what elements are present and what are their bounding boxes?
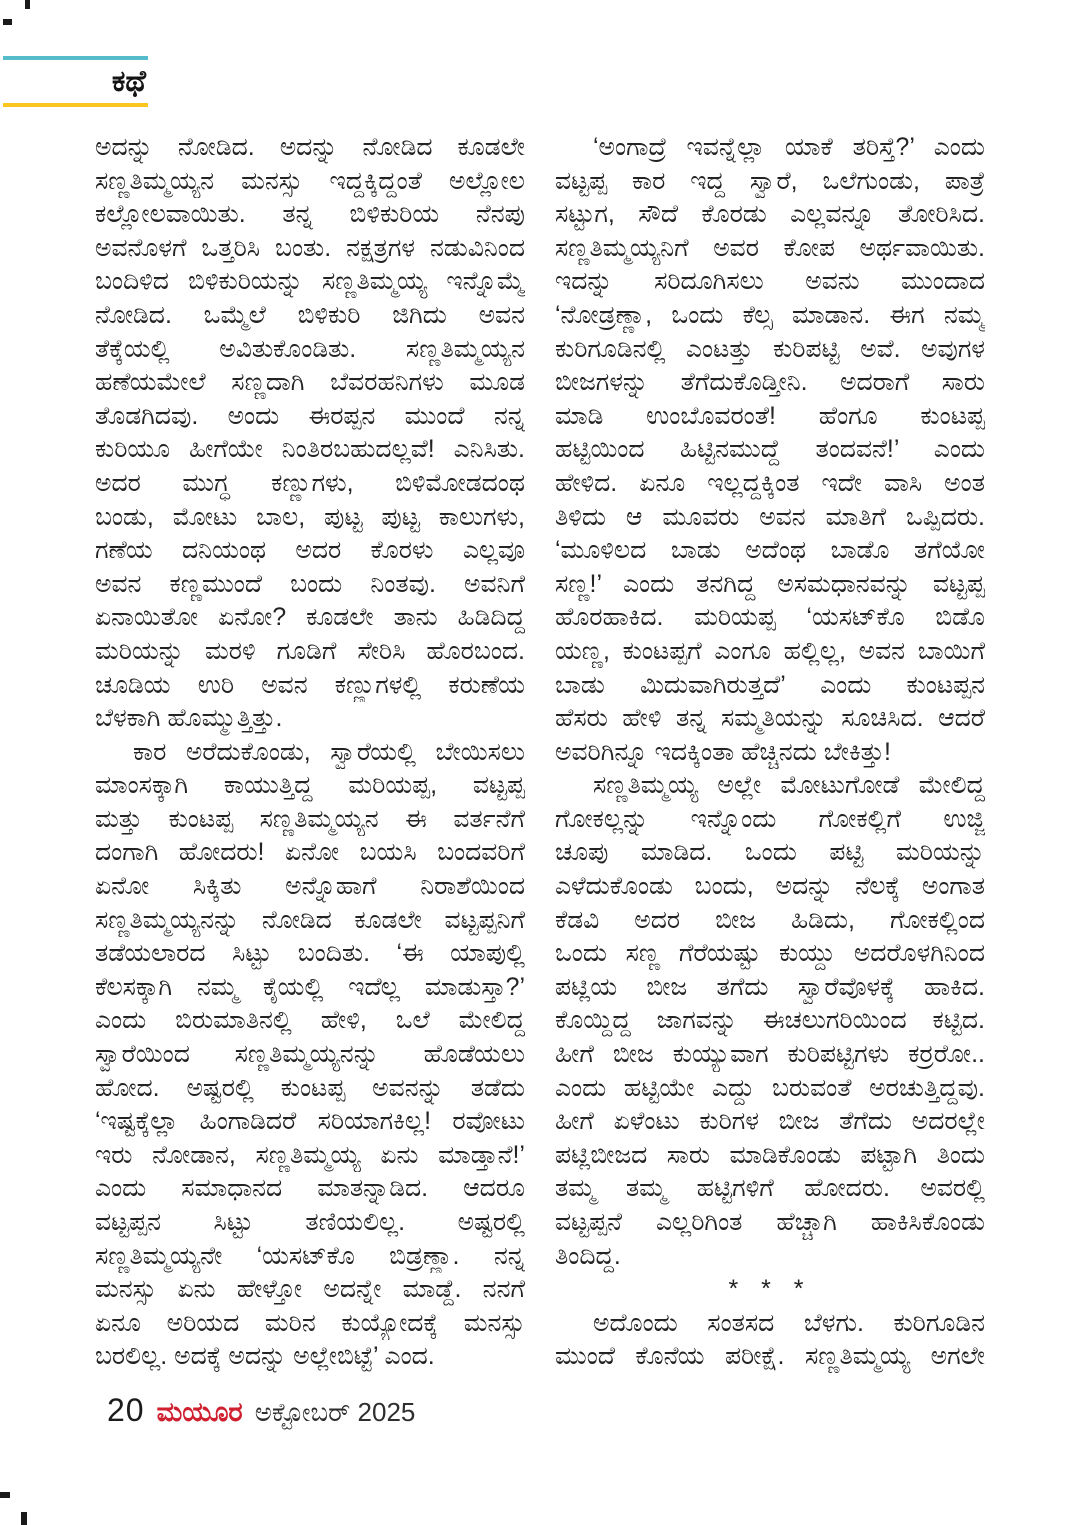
crop-mark-bottom-dash: [0, 1492, 10, 1498]
text-line: ಸಣ್ಣತಿಮ್ಮಯ್ಯನ ಮನಸ್ಸು ಇದ್ದಕ್ಕಿದ್ದಂತೆ ಅಲ್ಲೋಲ: [95, 166, 525, 195]
text-line: ಸಣ್ಣ!’ ಎಂದು ತನಗಿದ್ದ ಅಸಮಧಾನವನ್ನು ವಟ್ಟಪ್ಪ: [555, 569, 985, 598]
text-line: ಪಟ್ಲಿಯ ಬೀಜ ತಗೆದು ಸ್ವಾರೆವೊಳಕ್ಕೆ ಹಾಕಿದ.: [555, 972, 985, 1001]
crop-mark-bottom-bar: [21, 1512, 27, 1525]
text-line: ಮಾಡಿ ಉಂಬೊವರಂತೆ! ಹೆಂಗೂ ಕುಂಟಪ್ಪ: [555, 401, 985, 430]
text-line: ಚೂಪು ಮಾಡಿದ. ಒಂದು ಪಟ್ಟಿ ಮರಿಯನ್ನು: [555, 838, 985, 867]
header-rule-bottom: [3, 103, 148, 107]
text-line: ಮುಂದೆ ಕೊನೆಯ ಪರೀಕ್ಷೆ. ಸಣ್ಣತಿಮ್ಮಯ್ಯ ಅಗಲೇ: [555, 1342, 985, 1371]
column-right: [555, 131, 985, 1374]
text-line: ವಟ್ಟಪ್ಪನೆ ಎಲ್ಲರಿಗಿಂತ ಹೆಚ್ಚಾಗಿ ಹಾಕಿಸಿಕೊಂಡು: [555, 1208, 985, 1236]
text-line: ಹಣೆಯಮೇಲೆ ಸಣ್ಣದಾಗಿ ಬೆವರಹನಿಗಳು ಮೂಡ: [95, 368, 525, 397]
text-line: ‘ಮೂಳಿಲದ ಬಾಡು ಅದೆಂಥ ಬಾಡೊ ತಗೆಯೋ: [555, 536, 985, 565]
paragraph: [95, 736, 525, 1374]
column-left: [95, 131, 525, 1374]
text-line: ಬೆಳಕಾಗಿ ಹೊಮ್ಮುತ್ತಿತ್ತು.: [95, 704, 283, 733]
text-line: ಬರಲಿಲ್ಲ. ಅದಕ್ಕೆ ಅದನ್ನು ಅಲ್ಲೇಬಿಟ್ಟೆ’ ಎಂದ.: [95, 1342, 435, 1371]
text-line: ಏನಾಯಿತೋ ಏನೋ? ಕೂಡಲೇ ತಾನು ಹಿಡಿದಿದ್ದ: [95, 603, 525, 632]
text-line: ಎಂದು ಬಿರುಮಾತಿನಲ್ಲಿ ಹೇಳಿ, ಒಲೆ ಮೇಲಿದ್ದ: [95, 1006, 525, 1035]
text-line: ಎಳೆದುಕೊಂಡು ಬಂದು, ಅದನ್ನು ನೆಲಕ್ಕೆ ಅಂಗಾತ: [555, 872, 985, 901]
text-line: ವಟ್ಟಪ್ಪ ಕಾರ ಇದ್ದ ಸ್ವಾರೆ, ಒಲೆಗುಂಡು, ಪಾತ್ರೆ: [555, 166, 985, 195]
paragraph: [555, 1307, 985, 1374]
text-line: ತಡೆಯಲಾರದ ಸಿಟ್ಟು ಬಂದಿತು. ‘ಈ ಯಾಪುಲ್ಲಿ: [95, 939, 525, 968]
text-line: ಕಾರ ಅರೆದುಕೊಂಡು, ಸ್ವಾರೆಯಲ್ಲಿ ಬೇಯಿಸಲು: [133, 737, 525, 766]
text-line: ಚೂಡಿಯ ಉರಿ ಅವನ ಕಣ್ಣುಗಳಲ್ಲಿ ಕರುಣೆಯ: [95, 670, 525, 699]
magazine-name: ಮಯೂರ: [156, 1397, 243, 1427]
text-line: ಸಣ್ಣತಿಮ್ಮಯ್ಯನಿಗೆ ಅವರ ಕೋಪ ಅರ್ಥವಾಯಿತು.: [555, 233, 985, 262]
text-line: ಏನೂ ಅರಿಯದ ಮರಿನ ಕುಯ್ಯೋದಕ್ಕೆ ಮನಸ್ಸು: [95, 1308, 525, 1337]
text-line: ಬೀಜಗಳನ್ನು ತೆಗೆದುಕೊಡ್ತೀನಿ. ಅದರಾಗೆ ಸಾರು: [555, 368, 985, 397]
text-line: ಕುರಿಗೂಡಿನಲ್ಲಿ ಎಂಟತ್ತು ಕುರಿಪಟ್ಟಿ ಅವೆ. ಅವುಗಳ: [555, 334, 985, 363]
text-line: ಕೆಲಸಕ್ಕಾಗಿ ನಮ್ಮ ಕೈಯಲ್ಲಿ ಇದೆಲ್ಲ ಮಾಡುಸ್ತಾ?’: [95, 972, 525, 1001]
issue-date: ಅಕ್ಟೋಬರ್ 2025: [254, 1397, 416, 1427]
text-line: ‘ನೋಡ್ರಣ್ಣಾ, ಒಂದು ಕೆಲ್ಸ ಮಾಡಾನ. ಈಗ ನಮ್ಮ: [555, 300, 985, 329]
page-footer: [107, 1392, 415, 1429]
text-line: ಅವನ ಕಣ್ಣಮುಂದೆ ಬಂದು ನಿಂತವು. ಅವನಿಗೆ: [95, 569, 525, 598]
text-line: ಗಣೆಯ ದನಿಯಂಥ ಅದರ ಕೊರಳು ಎಲ್ಲವೂ: [95, 536, 525, 565]
crop-mark-top-dash: [3, 19, 12, 25]
text-line: ಒಂದು ಸಣ್ಣ ಗೆರೆಯಷ್ಟು ಕುಯ್ದು ಅದರೊಳಗಿನಿಂದ: [555, 939, 985, 968]
story-body: [95, 131, 985, 1374]
paragraph: [555, 131, 985, 769]
text-line: ಹೆಸರು ಹೇಳಿ ತನ್ನ ಸಮ್ಮತಿಯನ್ನು ಸೂಚಿಸಿದ. ಆದರೆ: [555, 704, 985, 733]
text-line: ಅದೊಂದು ಸಂತಸದ ಬೆಳಗು. ಕುರಿಗೂಡಿನ: [593, 1308, 985, 1337]
text-line: ಯಣ್ಣ, ಕುಂಟಪ್ಪಗೆ ಎಂಗೂ ಹಲ್ಲಿಲ್ಲ, ಅವನ ಬಾಯಿಗೆ: [555, 636, 985, 665]
text-line: ಹೀಗೆ ಏಳೆಂಟು ಕುರಿಗಳ ಬೀಜ ತೆಗೆದು ಅದರಲ್ಲೇ: [555, 1107, 985, 1136]
text-line: ತೆಕ್ಕೆಯಲ್ಲಿ ಅವಿತುಕೊಂಡಿತು. ಸಣ್ಣತಿಮ್ಮಯ್ಯನ: [95, 334, 525, 363]
text-line: ಹೀಗೆ ಬೀಜ ಕುಯ್ಯುವಾಗ ಕುರಿಪಟ್ಟಿಗಳು ಕರ‍್ರರೋ..: [555, 1040, 985, 1069]
text-line: ‘ಅಂಗಾದ್ರೆ ಇವನ್ನೆಲ್ಲಾ ಯಾಕೆ ತರಿಸ್ತೆ?’ ಎಂದು: [593, 133, 985, 161]
text-line: ಸಟ್ಟುಗ, ಸೌದೆ ಕೊರಡು ಎಲ್ಲವನ್ನೂ ತೋರಿಸಿದ.: [555, 200, 985, 229]
text-line: ವಟ್ಟಪ್ಪನ ಸಿಟ್ಟು ತಣಿಯಲಿಲ್ಲ. ಅಷ್ಟರಲ್ಲಿ: [95, 1208, 525, 1236]
text-line: ಬಂಡು, ಮೋಟು ಬಾಲ, ಪುಟ್ಟ ಪುಟ್ಟ ಕಾಲುಗಳು,: [95, 502, 525, 531]
text-line: ಕೆಡವಿ ಅದರ ಬೀಜ ಹಿಡಿದು, ಗೋಕಲ್ಲಿಂದ: [555, 905, 985, 934]
text-line: ಹಟ್ಟಿಯಿಂದ ಹಿಟ್ಟಿನಮುದ್ದೆ ತಂದವನೆ!’ ಎಂದು: [555, 435, 985, 464]
text-line: ಸಣ್ಣತಿಮ್ಮಯ್ಯನೇ ‘ಯಸಟ್‌ಕೊ ಬಿಡ್ರಣ್ಣಾ. ನನ್ನ: [95, 1241, 525, 1270]
text-line: ಕೊಯ್ದಿದ್ದ ಜಾಗವನ್ನು ಈಚಲುಗರಿಯಿಂದ ಕಟ್ಟಿದ.: [555, 1006, 985, 1035]
text-line: ಇದನ್ನು ಸರಿದೂಗಿಸಲು ಅವನು ಮುಂದಾದ: [555, 267, 985, 296]
crop-mark-top-bar: [25, 0, 30, 9]
text-line: ಹೇಳಿದ. ಏನೂ ಇಲ್ಲದ್ದಕ್ಕಿಂತ ಇದೇ ವಾಸಿ ಅಂತ: [555, 468, 985, 497]
text-line: ಪಟ್ಲಿಬೀಜದ ಸಾರು ಮಾಡಿಕೊಂಡು ಪಟ್ಟಾಗಿ ತಿಂದು: [555, 1140, 985, 1169]
text-line: ಗೋಕಲ್ಲನ್ನು ಇನ್ನೊಂದು ಗೋಕಲ್ಲಿಗೆ ಉಜ್ಜಿ: [555, 804, 985, 833]
text-line: ಕಲ್ಲೋಲವಾಯಿತು. ತನ್ನ ಬಿಳಿಕುರಿಯ ನೆನಪು: [95, 200, 525, 229]
page-number: 20: [107, 1392, 145, 1428]
text-line: ಮರಿಯನ್ನು ಮರಳಿ ಗೂಡಿಗೆ ಸೇರಿಸಿ ಹೊರಬಂದ.: [95, 636, 525, 665]
section-header: [3, 56, 148, 107]
text-line: ಕುರಿಯೂ ಹೀಗೆಯೇ ನಿಂತಿರಬಹುದಲ್ಲವೆ! ಎನಿಸಿತು.: [95, 435, 525, 464]
text-line: ಬಾಡು ಮಿದುವಾಗಿರುತ್ತದೆ’ ಎಂದು ಕುಂಟಪ್ಪನ: [555, 670, 985, 699]
text-line: ಹೊರಹಾಕಿದ. ಮರಿಯಪ್ಪ ‘ಯಸಟ್‌ಕೊ ಬಿಡೊ: [555, 603, 985, 632]
text-line: ಮನಸ್ಸು ಏನು ಹೇಳ್ತೋ ಅದನ್ನೇ ಮಾಡ್ದೆ. ನನಗೆ: [95, 1275, 525, 1304]
section-separator: * * *: [728, 1275, 812, 1304]
text-line: ಸಣ್ಣತಿಮ್ಮಯ್ಯ ಅಲ್ಲೇ ಮೋಟುಗೋಡೆ ಮೇಲಿದ್ದ: [593, 771, 985, 800]
text-line: ಎಂದು ಸಮಾಧಾನದ ಮಾತನ್ನಾಡಿದ. ಆದರೂ: [95, 1174, 525, 1203]
text-line: ನೋಡಿದ. ಒಮ್ಮೆಲೆ ಬಿಳಿಕುರಿ ಜಿಗಿದು ಅವನ: [95, 300, 525, 329]
text-line: ‘ಇಷ್ಟಕ್ಕೆಲ್ಲಾ ಹಿಂಗಾಡಿದರೆ ಸರಿಯಾಗಕಿಲ್ಲ! ರವೋಟು: [95, 1107, 525, 1136]
section-label: ಕಥೆ: [111, 65, 146, 98]
text-line: ಅವನೊಳಗೆ ಒತ್ತರಿಸಿ ಬಂತು. ನಕ್ಷತ್ರಗಳ ನಡುವಿನಿಂದ: [95, 233, 525, 262]
text-line: ದಂಗಾಗಿ ಹೋದರು! ಏನೋ ಬಯಸಿ ಬಂದವರಿಗೆ: [95, 838, 525, 867]
text-line: ಬಂದಿಳಿದ ಬಿಳಿಕುರಿಯನ್ನು ಸಣ್ಣತಿಮ್ಮಯ್ಯ ಇನ್ನೊಮ್ಮೆ: [95, 267, 525, 296]
text-line: ಅದರ ಮುಗ್ಧ ಕಣ್ಣುಗಳು, ಬಿಳಿಮೋಡದಂಥ: [95, 468, 525, 497]
paragraph: [95, 131, 525, 736]
text-line: ಮತ್ತು ಕುಂಟಪ್ಪ ಸಣ್ಣತಿಮ್ಮಯ್ಯನ ಈ ವರ್ತನೆಗೆ: [95, 804, 525, 833]
text-line: ತಮ್ಮ ತಮ್ಮ ಹಟ್ಟಿಗಳಿಗೆ ಹೋದರು. ಅವರಲ್ಲಿ: [555, 1174, 985, 1203]
text-line: ಇರು ನೋಡಾನ, ಸಣ್ಣತಿಮ್ಮಯ್ಯ ಏನು ಮಾಡ್ತಾನೆ!’: [95, 1140, 525, 1169]
text-line: ತಿಳಿದು ಆ ಮೂವರು ಅವನ ಮಾತಿಗೆ ಒಪ್ಪಿದರು.: [555, 502, 985, 531]
text-line: ಸಣ್ಣತಿಮ್ಮಯ್ಯನನ್ನು ನೋಡಿದ ಕೂಡಲೇ ವಟ್ಟಪ್ಪನಿಗೆ: [95, 905, 525, 934]
text-line: ಅವರಿಗಿನ್ನೂ ಇದಕ್ಕಿಂತಾ ಹೆಚ್ಚಿನದು ಬೇಕಿತ್ತು!: [555, 737, 891, 766]
text-line: ಅದನ್ನು ನೋಡಿದ. ಅದನ್ನು ನೋಡಿದ ಕೂಡಲೇ: [95, 133, 525, 161]
text-line: ಏನೋ ಸಿಕ್ಕಿತು ಅನ್ನೊಹಾಗೆ ನಿರಾಶೆಯಿಂದ: [95, 872, 525, 901]
text-line: ತೊಡಗಿದವು. ಅಂದು ಈರಪ್ಪನ ಮುಂದೆ ನನ್ನ: [95, 401, 525, 430]
text-line: ಹೋದ. ಅಷ್ಟರಲ್ಲಿ ಕುಂಟಪ್ಪ ಅವನನ್ನು ತಡೆದು: [95, 1073, 525, 1102]
text-line: ಸ್ವಾರೆಯಿಂದ ಸಣ್ಣತಿಮ್ಮಯ್ಯನನ್ನು ಹೊಡೆಯಲು: [95, 1040, 525, 1069]
text-line: ಎಂದು ಹಟ್ಟಿಯೇ ಎದ್ದು ಬರುವಂತೆ ಅರಚುತ್ತಿದ್ದವು.: [555, 1073, 985, 1102]
paragraph: [555, 769, 985, 1273]
text-line: ತಿಂದಿದ್ದ.: [555, 1241, 621, 1270]
text-line: ಮಾಂಸಕ್ಕಾಗಿ ಕಾಯುತ್ತಿದ್ದ ಮರಿಯಪ್ಪ, ವಟ್ಟಪ್ಪ: [95, 771, 525, 800]
